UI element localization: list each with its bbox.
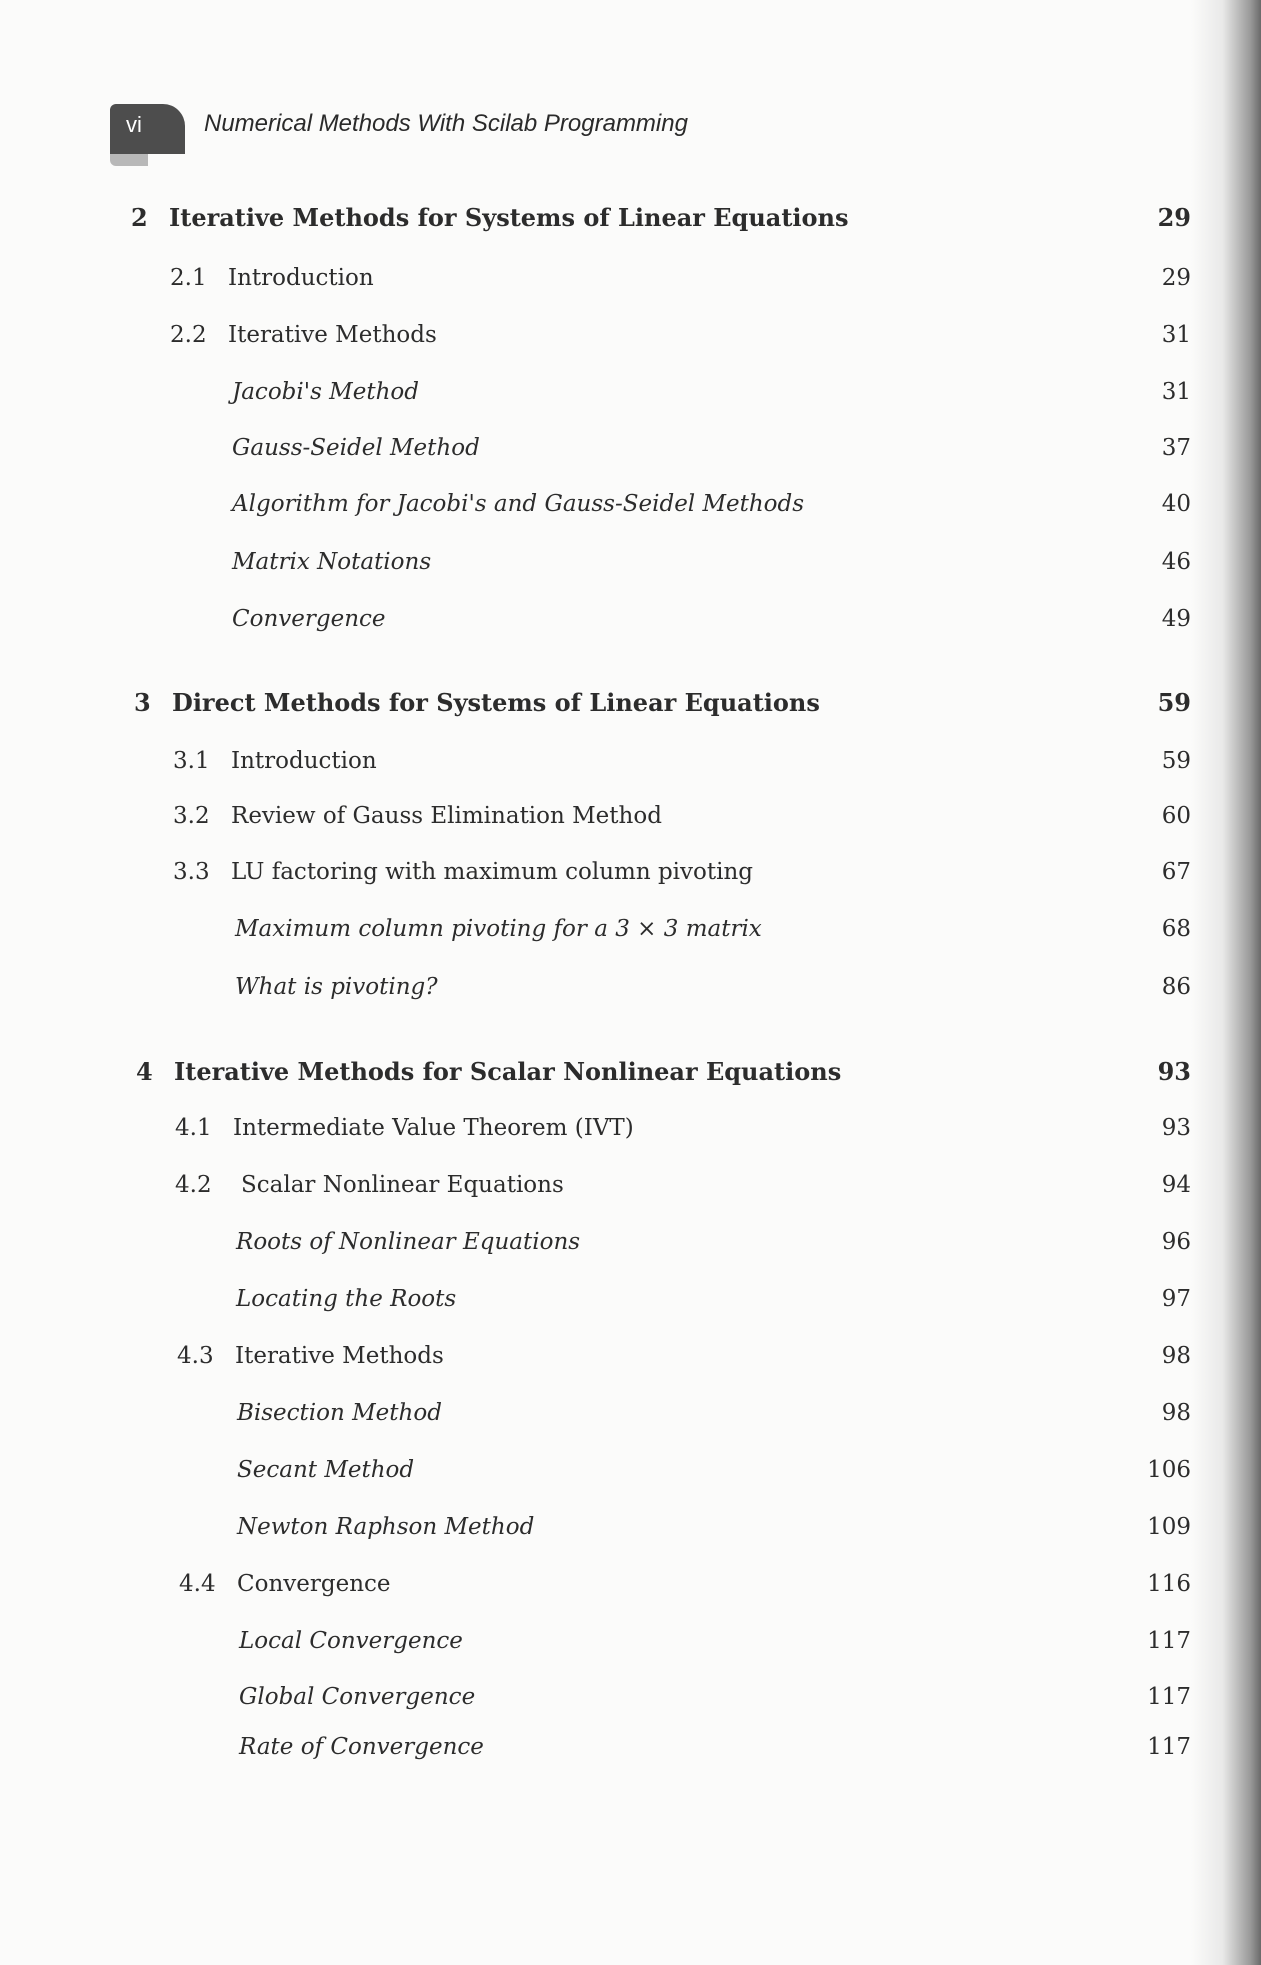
section-page: 59 xyxy=(1161,748,1191,774)
section-title: Iterative Methods xyxy=(235,1343,444,1369)
subsection-page: 31 xyxy=(1161,379,1191,405)
chapter-page: 59 xyxy=(1157,688,1191,717)
toc-subentry[interactable] xyxy=(0,1457,1261,1497)
subsection-title: Bisection Method xyxy=(237,1400,442,1426)
toc-entry[interactable] xyxy=(0,1115,1261,1155)
subsection-page: 40 xyxy=(1161,491,1191,517)
chapter-page: 29 xyxy=(1157,203,1191,232)
subsection-title: Rate of Convergence xyxy=(239,1734,484,1760)
chapter-page: 93 xyxy=(1157,1057,1191,1086)
toc-entry[interactable] xyxy=(0,1571,1261,1611)
chapter-number: 3 xyxy=(134,688,151,717)
toc-subentry[interactable] xyxy=(0,491,1261,531)
toc-entry[interactable] xyxy=(0,322,1261,362)
section-page: 116 xyxy=(1147,1571,1191,1597)
section-page: 98 xyxy=(1161,1343,1191,1369)
section-number: 4.2 xyxy=(175,1172,212,1198)
toc-chapter-4[interactable] xyxy=(0,1057,1261,1097)
running-header-title: Numerical Methods With Scilab Programming xyxy=(204,110,688,137)
section-title: Introduction xyxy=(231,748,377,774)
toc-chapter-2[interactable] xyxy=(0,203,1261,243)
subsection-page: 96 xyxy=(1161,1229,1191,1255)
toc-subentry[interactable] xyxy=(0,916,1261,956)
section-number: 3.1 xyxy=(173,748,210,774)
subsection-title: What is pivoting? xyxy=(235,974,438,1000)
toc-chapter-3[interactable] xyxy=(0,688,1261,728)
toc-subentry[interactable] xyxy=(0,1400,1261,1440)
section-title: Review of Gauss Elimination Method xyxy=(231,803,662,829)
toc-subentry[interactable] xyxy=(0,1628,1261,1668)
toc-subentry[interactable] xyxy=(0,606,1261,646)
section-number: 2.1 xyxy=(170,265,207,291)
subsection-page: 109 xyxy=(1147,1514,1191,1540)
section-number: 4.3 xyxy=(177,1343,214,1369)
page-number-tab xyxy=(110,104,185,154)
subsection-page: 46 xyxy=(1161,549,1191,575)
subsection-title: Maximum column pivoting for a 3 × 3 matrix xyxy=(235,916,762,942)
section-number: 4.1 xyxy=(175,1115,212,1141)
subsection-page: 98 xyxy=(1161,1400,1191,1426)
toc-entry[interactable] xyxy=(0,1343,1261,1383)
page-number-label: vi xyxy=(126,112,142,137)
subsection-page: 117 xyxy=(1147,1734,1191,1760)
subsection-title: Gauss-Seidel Method xyxy=(232,435,480,461)
subsection-page: 117 xyxy=(1147,1628,1191,1654)
section-page: 94 xyxy=(1161,1172,1191,1198)
chapter-number: 2 xyxy=(131,203,148,232)
section-title: LU factoring with maximum column pivoting xyxy=(231,859,753,885)
section-number: 2.2 xyxy=(170,322,207,348)
section-number: 3.2 xyxy=(173,803,210,829)
section-page: 29 xyxy=(1161,265,1191,291)
chapter-title: Iterative Methods for Systems of Linear Equations xyxy=(169,203,849,232)
section-title: Introduction xyxy=(228,265,374,291)
subsection-page: 68 xyxy=(1161,916,1191,942)
toc-subentry[interactable] xyxy=(0,379,1261,419)
toc-subentry[interactable] xyxy=(0,1229,1261,1269)
chapter-title: Direct Methods for Systems of Linear Equations xyxy=(172,688,820,717)
toc-subentry[interactable] xyxy=(0,1514,1261,1554)
subsection-page: 97 xyxy=(1161,1286,1191,1312)
section-page: 93 xyxy=(1161,1115,1191,1141)
toc-entry[interactable] xyxy=(0,1172,1261,1212)
section-title: Scalar Nonlinear Equations xyxy=(241,1172,564,1198)
subsection-title: Locating the Roots xyxy=(236,1286,457,1312)
toc-subentry[interactable] xyxy=(0,1684,1261,1724)
toc-subentry[interactable] xyxy=(0,1734,1261,1774)
section-number: 4.4 xyxy=(179,1571,216,1597)
chapter-number: 4 xyxy=(136,1057,153,1086)
toc-subentry[interactable] xyxy=(0,974,1261,1014)
toc-entry[interactable] xyxy=(0,748,1261,788)
section-page: 31 xyxy=(1161,322,1191,348)
subsection-title: Local Convergence xyxy=(239,1628,463,1654)
subsection-title: Algorithm for Jacobi's and Gauss-Seidel Methods xyxy=(232,491,805,517)
section-number: 3.3 xyxy=(173,859,210,885)
subsection-page: 49 xyxy=(1161,606,1191,632)
toc-entry[interactable] xyxy=(0,265,1261,305)
section-title: Intermediate Value Theorem (IVT) xyxy=(233,1115,634,1141)
subsection-page: 117 xyxy=(1147,1684,1191,1710)
section-title: Iterative Methods xyxy=(228,322,437,348)
toc-subentry[interactable] xyxy=(0,435,1261,475)
toc-subentry[interactable] xyxy=(0,1286,1261,1326)
subsection-title: Matrix Notations xyxy=(232,549,432,575)
section-page: 60 xyxy=(1161,803,1191,829)
subsection-title: Roots of Nonlinear Equations xyxy=(236,1229,581,1255)
toc-entry[interactable] xyxy=(0,859,1261,899)
subsection-title: Secant Method xyxy=(237,1457,415,1483)
subsection-page: 37 xyxy=(1161,435,1191,461)
subsection-title: Newton Raphson Method xyxy=(237,1514,535,1540)
subsection-title: Jacobi's Method xyxy=(232,379,419,405)
subsection-page: 86 xyxy=(1161,974,1191,1000)
toc-subentry[interactable] xyxy=(0,549,1261,589)
chapter-title: Iterative Methods for Scalar Nonlinear Equations xyxy=(174,1057,842,1086)
toc-entry[interactable] xyxy=(0,803,1261,843)
subsection-page: 106 xyxy=(1147,1457,1191,1483)
subsection-title: Convergence xyxy=(232,606,386,632)
section-title: Convergence xyxy=(237,1571,391,1597)
subsection-title: Global Convergence xyxy=(239,1684,476,1710)
section-page: 67 xyxy=(1161,859,1191,885)
